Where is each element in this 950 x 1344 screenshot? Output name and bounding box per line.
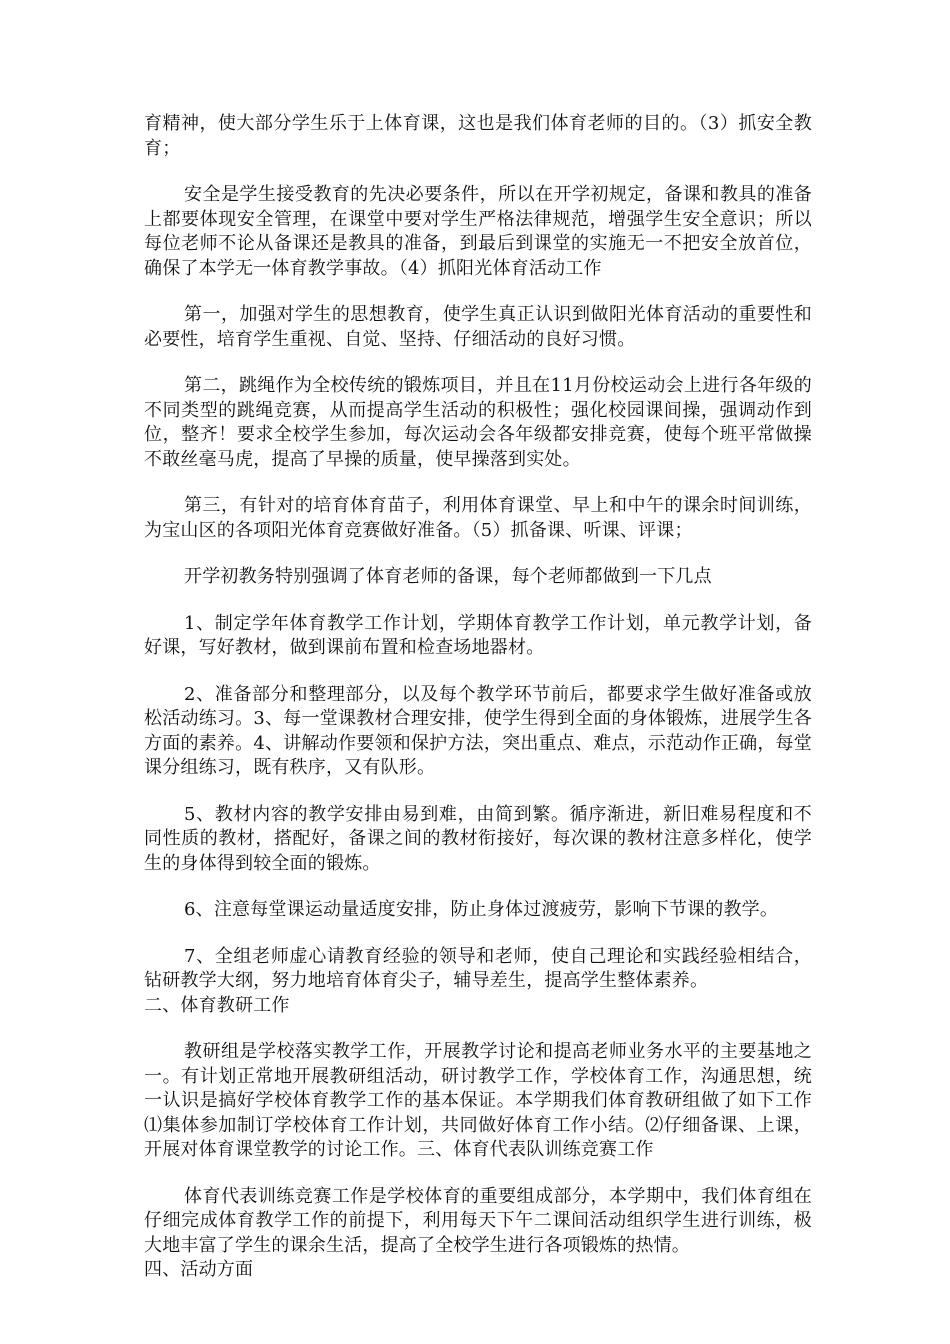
paragraph: 7、全组老师虚心请教育经验的领导和老师，使自己理论和实践经验相结合，钻研教学大纲，努力地培育体育尖子，辅导差生，提高学生整体素养。 bbox=[144, 945, 812, 991]
paragraph: 6、注意每堂课运动量适度安排，防止身体过渡疲劳，影响下节课的教学。 bbox=[184, 899, 779, 920]
paragraph: 育精神，使大部分学生乐于上体育课，这也是我们体育老师的目的。（3）抓安全教育； bbox=[144, 113, 812, 159]
paragraph: 开学初教务特别强调了体育老师的备课，每个老师都做到一下几点 bbox=[184, 566, 712, 587]
paragraph: 安全是学生接受教育的先决必要条件，所以在开学初规定，备课和教具的准备上都要体现安全管理，在课堂中要对学生严格法律规范，增强学生安全意识；所以每位老师不论从备课还是教具的准备，到最后到课堂的实施无一不把安全放首位，确保了本学无一体育教学事故。（4）抓阳光体育活动工作 bbox=[144, 184, 812, 279]
paragraph: 第一，加强对学生的思想教育，使学生真正认识到做阳光体育活动的重要性和必要性，培育学生重视、自觉、坚持、仔细活动的良好习惯。 bbox=[144, 304, 812, 350]
section-heading: 二、体育教研工作 bbox=[144, 994, 290, 1016]
section-heading: 四、活动方面 bbox=[144, 1259, 254, 1280]
paragraph: 1、制定学年体育教学工作计划，学期体育教学工作计划，单元教学计划，备好课，写好教材，做到课前布置和检查场地器材。 bbox=[144, 612, 812, 658]
paragraph: 教研组是学校落实教学工作，开展教学讨论和提高老师业务水平的主要基地之一。有计划正常地开展教研组活动，研讨教学工作，学校体育工作，沟通思想，统一认识是搞好学校体育教学工作的基本保证。本学期我们体育教研组做了如下工作⑴集体参加制订学校体育工作计划，共同做好体育工作小结。⑵仔细备课、上课，开展对体育课堂教学的讨论工作。三、体育代表队训练竞赛工作 bbox=[144, 1041, 812, 1160]
document-page bbox=[144, 112, 812, 1305]
paragraph: 2、准备部分和整理部分，以及每个教学环节前后，都要求学生做好准备或放松活动练习。3、每一堂课教材合理安排，使学生得到全面的身体锻炼，进展学生各方面的素养。4、讲解动作要领和保护方法，突出重点、难点，示范动作正确，每堂课分组练习，既有秩序，又有队形。 bbox=[144, 683, 812, 778]
paragraph: 第二，跳绳作为全校传统的锻炼项目，并且在11月份校运动会上进行各年级的不同类型的跳绳竞赛，从而提高学生活动的积极性；强化校园课间操，强调动作到位，整齐！要求全校学生参加，每次运动会各年级都安排竞赛，使每个班平常做操不敢丝毫马虎，提高了早操的质量，使早操落到实处。 bbox=[144, 375, 812, 470]
paragraph: 体育代表训练竞赛工作是学校体育的重要组成部分，本学期中，我们体育组在仔细完成体育教学工作的前提下，利用每天下午二课间活动组织学生进行训练，极大地丰富了学生的课余生活，提高了全校学生进行各项锻炼的热情。 bbox=[144, 1185, 812, 1256]
paragraph: 第三，有针对的培育体育苗子，利用体育课堂、早上和中午的课余时间训练，为宝山区的各项阳光体育竞赛做好准备。（5）抓备课、听课、评课； bbox=[144, 495, 812, 541]
paragraph: 5、教材内容的教学安排由易到难，由简到繁。循序渐进，新旧难易程度和不同性质的教材，搭配好，备课之间的教材衔接好，每次课的教材注意多样化，使学生的身体得到较全面的锻炼。 bbox=[144, 803, 812, 874]
